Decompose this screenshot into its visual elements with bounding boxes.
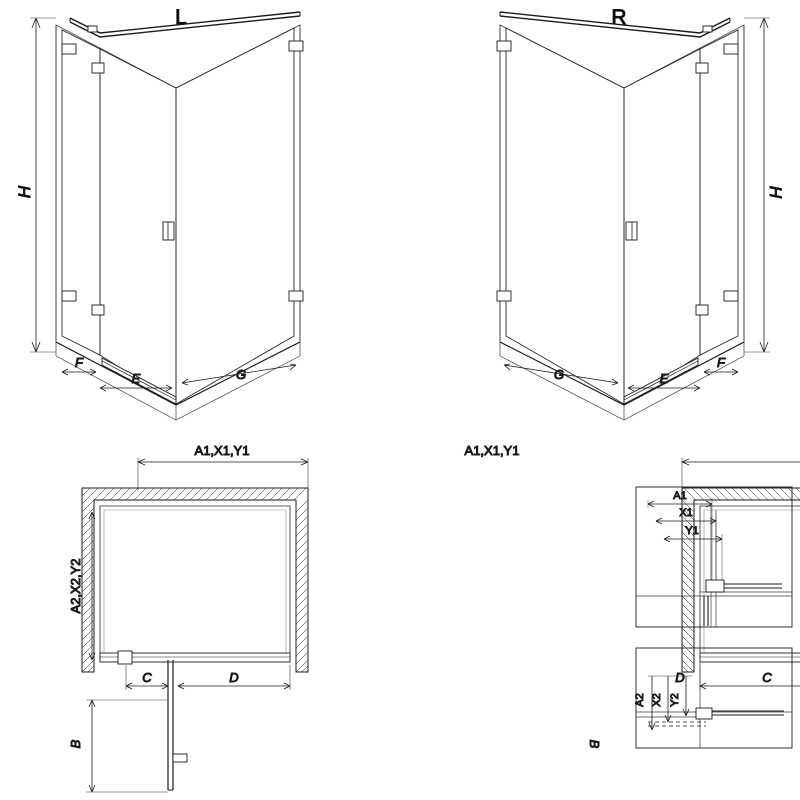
- label-E-left: E: [131, 371, 141, 386]
- label-A1X1Y1-right-text: A1,X1,Y1: [464, 443, 520, 458]
- label-C-right: C: [762, 670, 772, 685]
- label-H-right: H: [766, 185, 785, 199]
- label-H-left: H: [15, 185, 34, 199]
- label-A1-detail: A1: [673, 490, 687, 502]
- label-hand-L: L: [175, 6, 187, 29]
- label-G-left: G: [235, 367, 247, 382]
- label-X1-detail: X1: [679, 507, 693, 519]
- label-F-left: F: [75, 355, 83, 370]
- label-E-right: E: [659, 371, 669, 386]
- label-X2-detail: X2: [651, 693, 663, 707]
- label-B-right: B: [587, 739, 602, 749]
- label-hand-R: R: [611, 6, 627, 29]
- label-D-left: D: [229, 670, 239, 685]
- label-F-right: F: [717, 355, 725, 370]
- label-D-right: D: [675, 670, 685, 685]
- label-G-right: G: [553, 367, 565, 382]
- label-A2X2Y2-left: A2,X2,Y2: [68, 558, 83, 614]
- label-Y2-detail: Y2: [669, 693, 681, 707]
- label-Y1-detail: Y1: [685, 525, 699, 537]
- door-handle-right: [626, 222, 637, 240]
- door-handle-left: [163, 222, 174, 240]
- label-B-left: B: [68, 739, 83, 749]
- label-A2-detail: A2: [634, 693, 646, 707]
- label-A1X1Y1-left: A1,X1,Y1: [194, 443, 250, 458]
- label-C-left: C: [142, 670, 152, 685]
